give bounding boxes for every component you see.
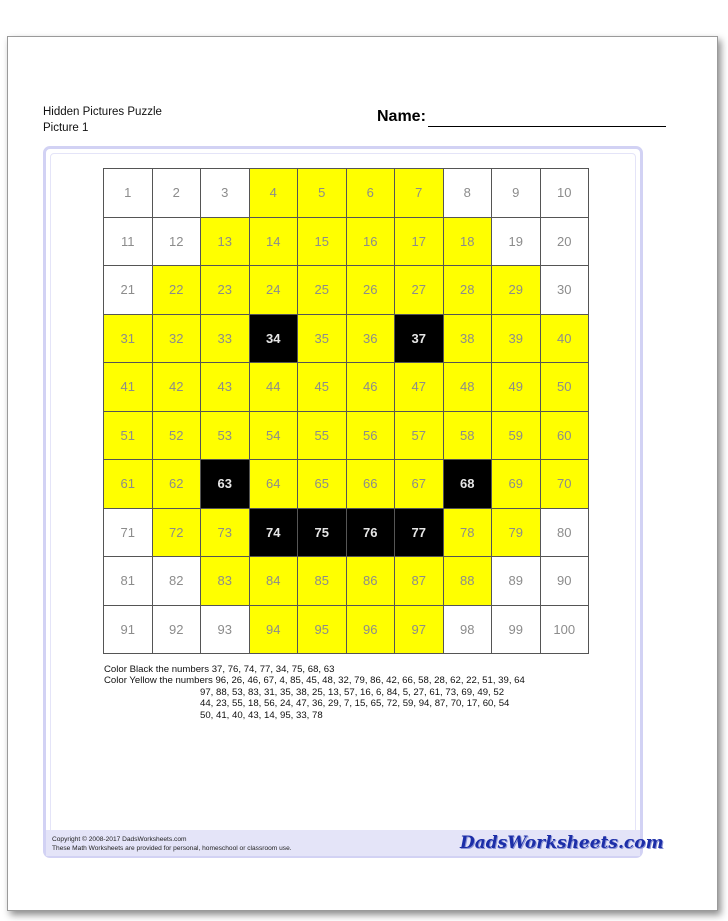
grid-cell-69: 69 bbox=[492, 460, 541, 509]
grid-cell-13: 13 bbox=[201, 218, 250, 267]
grid-cell-45: 45 bbox=[298, 363, 347, 412]
grid-cell-41: 41 bbox=[104, 363, 153, 412]
grid-cell-47: 47 bbox=[395, 363, 444, 412]
grid-cell-54: 54 bbox=[250, 412, 299, 461]
grid-cell-17: 17 bbox=[395, 218, 444, 267]
dadsworksheets-logo: DadsWorksheets.com bbox=[460, 833, 664, 853]
grid-cell-84: 84 bbox=[250, 557, 299, 606]
grid-cell-73: 73 bbox=[201, 509, 250, 558]
grid-cell-43: 43 bbox=[201, 363, 250, 412]
grid-cell-46: 46 bbox=[347, 363, 396, 412]
grid-cell-4: 4 bbox=[250, 169, 299, 218]
grid-cell-31: 31 bbox=[104, 315, 153, 364]
grid-cell-14: 14 bbox=[250, 218, 299, 267]
grid-cell-35: 35 bbox=[298, 315, 347, 364]
grid-cell-72: 72 bbox=[153, 509, 202, 558]
grid-cell-64: 64 bbox=[250, 460, 299, 509]
grid-cell-76: 76 bbox=[347, 509, 396, 558]
grid-cell-79: 79 bbox=[492, 509, 541, 558]
grid-cell-53: 53 bbox=[201, 412, 250, 461]
grid-cell-48: 48 bbox=[444, 363, 493, 412]
title-block bbox=[43, 104, 162, 136]
grid-cell-93: 93 bbox=[201, 606, 250, 655]
grid-cell-25: 25 bbox=[298, 266, 347, 315]
grid-cell-26: 26 bbox=[347, 266, 396, 315]
grid-cell-77: 77 bbox=[395, 509, 444, 558]
grid-cell-86: 86 bbox=[347, 557, 396, 606]
grid-cell-80: 80 bbox=[541, 509, 590, 558]
yellow-instruction-label: Color Yellow the numbers bbox=[104, 675, 213, 687]
grid-cell-71: 71 bbox=[104, 509, 153, 558]
grid-cell-94: 94 bbox=[250, 606, 299, 655]
grid-cell-8: 8 bbox=[444, 169, 493, 218]
color-instructions bbox=[104, 664, 554, 721]
grid-cell-37: 37 bbox=[395, 315, 444, 364]
grid-cell-2: 2 bbox=[153, 169, 202, 218]
usage-note: These Math Worksheets are provided for personal, homeschool or classroom use. bbox=[52, 845, 292, 852]
grid-cell-20: 20 bbox=[541, 218, 590, 267]
grid-cell-15: 15 bbox=[298, 218, 347, 267]
grid-cell-55: 55 bbox=[298, 412, 347, 461]
grid-cell-30: 30 bbox=[541, 266, 590, 315]
grid-cell-7: 7 bbox=[395, 169, 444, 218]
grid-cell-28: 28 bbox=[444, 266, 493, 315]
grid-cell-66: 66 bbox=[347, 460, 396, 509]
grid-cell-23: 23 bbox=[201, 266, 250, 315]
grid-cell-16: 16 bbox=[347, 218, 396, 267]
grid-cell-12: 12 bbox=[153, 218, 202, 267]
grid-cell-42: 42 bbox=[153, 363, 202, 412]
grid-cell-39: 39 bbox=[492, 315, 541, 364]
grid-cell-61: 61 bbox=[104, 460, 153, 509]
grid-cell-19: 19 bbox=[492, 218, 541, 267]
grid-cell-97: 97 bbox=[395, 606, 444, 655]
grid-cell-85: 85 bbox=[298, 557, 347, 606]
grid-cell-40: 40 bbox=[541, 315, 590, 364]
puzzle-title: Hidden Pictures Puzzle bbox=[43, 106, 162, 118]
grid-cell-95: 95 bbox=[298, 606, 347, 655]
grid-cell-11: 11 bbox=[104, 218, 153, 267]
grid-cell-6: 6 bbox=[347, 169, 396, 218]
grid-cell-63: 63 bbox=[201, 460, 250, 509]
grid-cell-60: 60 bbox=[541, 412, 590, 461]
grid-cell-33: 33 bbox=[201, 315, 250, 364]
grid-cell-65: 65 bbox=[298, 460, 347, 509]
footer-text bbox=[52, 835, 292, 853]
grid-cell-29: 29 bbox=[492, 266, 541, 315]
grid-cell-58: 58 bbox=[444, 412, 493, 461]
grid-cell-99: 99 bbox=[492, 606, 541, 655]
grid-cell-89: 89 bbox=[492, 557, 541, 606]
grid-cell-34: 34 bbox=[250, 315, 299, 364]
black-instruction-values: 37, 76, 74, 77, 34, 75, 68, 63 bbox=[211, 664, 335, 675]
grid-cell-88: 88 bbox=[444, 557, 493, 606]
yellow-instruction-values-rest: 97, 88, 53, 83, 31, 35, 38, 25, 13, 57, 16, 6, 84, 5, 27, 61, 73, 69, 49, 52 44, 23, 55, 18, 56, 24, 47, 36, 29, 7, 15, 65, 72, 59, 94, 87, 70, 17, 60, 54 50, 41, 40, 43, 14, 95, 33, 78 bbox=[200, 686, 510, 721]
name-line bbox=[428, 126, 666, 127]
grid-cell-57: 57 bbox=[395, 412, 444, 461]
grid-cell-21: 21 bbox=[104, 266, 153, 315]
grid-cell-22: 22 bbox=[153, 266, 202, 315]
grid-cell-98: 98 bbox=[444, 606, 493, 655]
grid-cell-1: 1 bbox=[104, 169, 153, 218]
grid-cell-67: 67 bbox=[395, 460, 444, 509]
grid-cell-59: 59 bbox=[492, 412, 541, 461]
grid-cell-92: 92 bbox=[153, 606, 202, 655]
grid-cell-75: 75 bbox=[298, 509, 347, 558]
grid-cell-44: 44 bbox=[250, 363, 299, 412]
grid-cell-10: 10 bbox=[541, 169, 590, 218]
grid-cell-9: 9 bbox=[492, 169, 541, 218]
grid-cell-27: 27 bbox=[395, 266, 444, 315]
puzzle-subtitle: Picture 1 bbox=[43, 122, 89, 134]
yellow-instruction bbox=[104, 675, 554, 686]
grid-cell-51: 51 bbox=[104, 412, 153, 461]
grid-cell-82: 82 bbox=[153, 557, 202, 606]
grid-cell-90: 90 bbox=[541, 557, 590, 606]
grid-cell-5: 5 bbox=[298, 169, 347, 218]
grid-cell-91: 91 bbox=[104, 606, 153, 655]
grid-cell-83: 83 bbox=[201, 557, 250, 606]
grid-cell-24: 24 bbox=[250, 266, 299, 315]
grid-cell-68: 68 bbox=[444, 460, 493, 509]
grid-cell-100: 100 bbox=[541, 606, 590, 655]
grid-cell-81: 81 bbox=[104, 557, 153, 606]
black-instruction bbox=[104, 664, 554, 675]
grid-cell-70: 70 bbox=[541, 460, 590, 509]
grid-cell-74: 74 bbox=[250, 509, 299, 558]
grid-cell-52: 52 bbox=[153, 412, 202, 461]
grid-cell-18: 18 bbox=[444, 218, 493, 267]
name-label: Name: bbox=[377, 108, 426, 125]
number-grid bbox=[103, 168, 589, 654]
grid-cell-38: 38 bbox=[444, 315, 493, 364]
grid-cell-96: 96 bbox=[347, 606, 396, 655]
grid-cell-78: 78 bbox=[444, 509, 493, 558]
grid-cell-56: 56 bbox=[347, 412, 396, 461]
black-instruction-label: Color Black the numbers bbox=[104, 664, 210, 675]
grid-cell-32: 32 bbox=[153, 315, 202, 364]
grid-cell-49: 49 bbox=[492, 363, 541, 412]
copyright-text: Copyright © 2008-2017 DadsWorksheets.com bbox=[52, 836, 187, 843]
grid-cell-87: 87 bbox=[395, 557, 444, 606]
yellow-instruction-values-line1: 96, 26, 46, 67, 4, 85, 45, 48, 32, 79, 86, 42, 66, 58, 28, 62, 22, 51, 39, 64 bbox=[215, 675, 525, 687]
grid-cell-62: 62 bbox=[153, 460, 202, 509]
grid-cell-36: 36 bbox=[347, 315, 396, 364]
grid-cell-3: 3 bbox=[201, 169, 250, 218]
grid-cell-50: 50 bbox=[541, 363, 590, 412]
